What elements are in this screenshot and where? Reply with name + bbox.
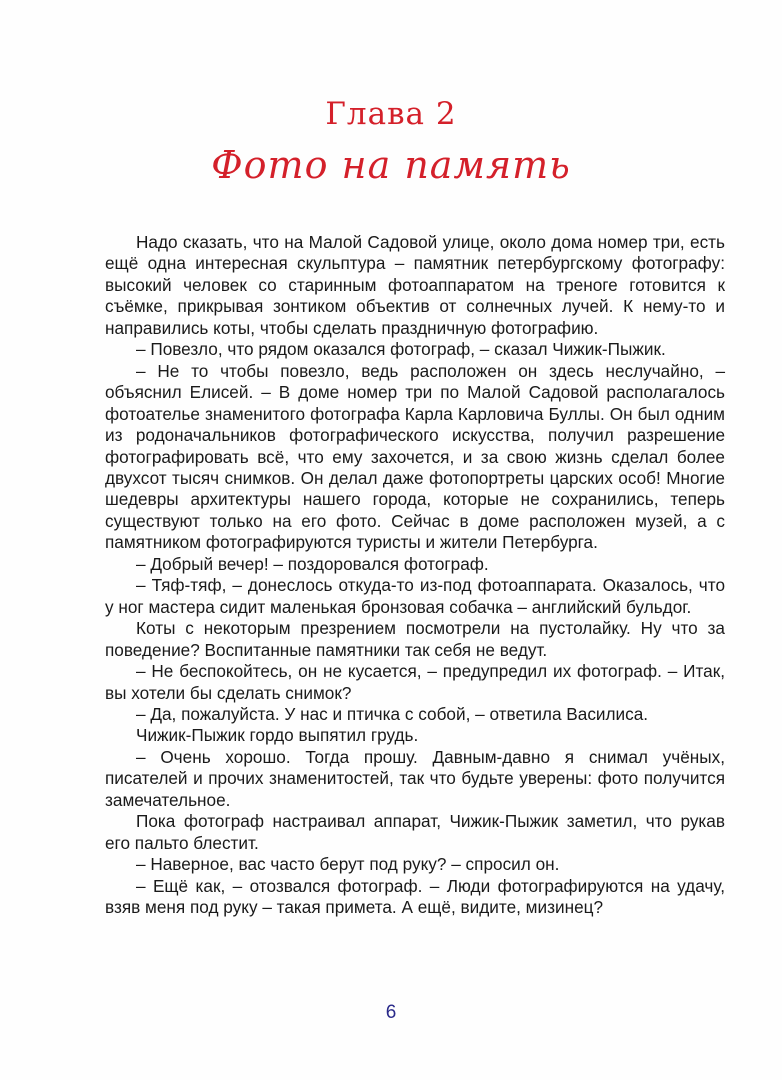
page-number: 6 (385, 1002, 397, 1023)
paragraph: Надо сказать, что на Малой Садовой улице, около дома номер три, есть ещё одна интересная скульптура – памятник петербургскому фотографу: высокий человек со старинным фотоаппаратом на треноге готовится к съёмке, прикрывая зонтиком объектив от солнечных лучей. К нему-то и направились коты, чтобы сделать праздничную фотографию. (105, 232, 725, 338)
paragraph: – Ещё как, – отозвался фотограф. – Люди фотографируются на удачу, взяв меня под руку – такая примета. А ещё, видите, мизинец? (105, 875, 725, 918)
paragraph: Чижик-Пыжик гордо выпятил грудь. (136, 725, 419, 746)
paragraph: – Очень хорошо. Тогда прошу. Давным-давно я снимал учёных, писателей и прочих знаменитостей, так что будьте уверены: фото получится замечательное. (105, 746, 725, 810)
paragraph: Коты с некоторым презрением посмотрели на пустолайку. Ну что за поведение? Воспитанные памятники так себя не ведут. (105, 618, 725, 660)
chapter-label: Глава 2 (325, 96, 457, 132)
paragraph: – Не беспокойтесь, он не кусается, – предупредил их фотограф. – Итак, вы хотели бы сделать снимок? (105, 661, 725, 703)
paragraph: – Наверное, вас часто берут под руку? – спросил он. (136, 854, 560, 875)
paragraph: Пока фотограф настраивал аппарат, Чижик-Пыжик заметил, что рукав его пальто блестит. (105, 811, 725, 853)
paragraph: – Да, пожалуйста. У нас и птичка с собой, – ответила Василиса. (136, 703, 649, 724)
body-text (105, 232, 725, 919)
chapter-title: Фото на память (211, 143, 571, 187)
paragraph: – Повезло, что рядом оказался фотограф, – сказал Чижик-Пыжик. (136, 339, 666, 360)
paragraph: – Не то чтобы повезло, ведь расположен он здесь неслучайно, – объяснил Елисей. – В доме номер три по Малой Садовой располагалось фотоателье знаменитого фотографа Карла Карловича Буллы. Он был одним из родоначальников фотографического искусства, получил разрешение фотографировать всё, что ему захочется, и за свою жизнь сделал более двухсот тысяч снимков. Он делал даже фотопортреты царских особ! Многие шедевры архитектуры нашего города, которые не сохранились, теперь существуют только на его фото. Сейчас в доме расположен музей, а с памятником фотографируются туристы и жители Петербурга. (105, 360, 725, 553)
paragraph: – Добрый вечер! – поздоровался фотограф. (136, 553, 489, 574)
paragraph: – Тяф-тяф, – донеслось откуда-то из-под фотоаппарата. Оказалось, что у ног мастера сидит маленькая бронзовая собачка – английский бульдог. (105, 575, 725, 617)
